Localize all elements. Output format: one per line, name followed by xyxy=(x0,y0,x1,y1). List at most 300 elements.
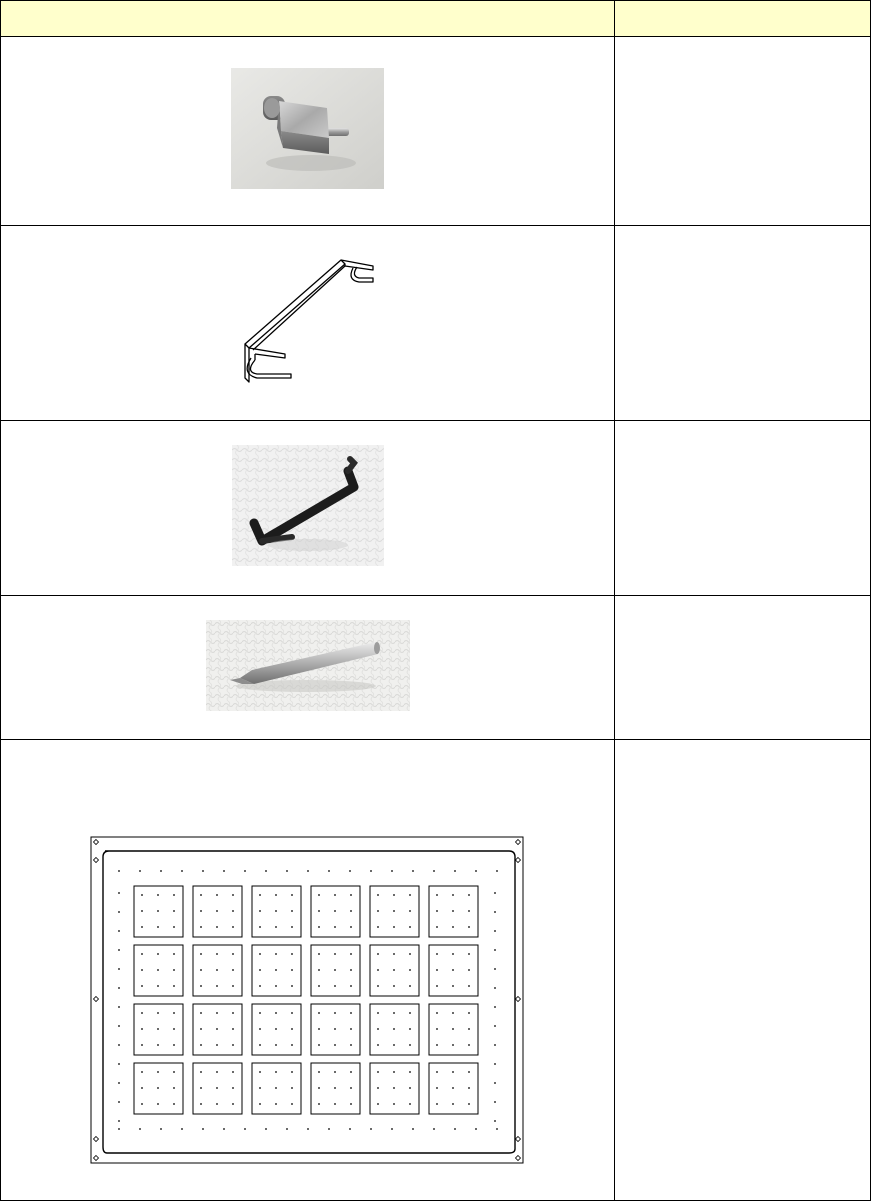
pad-dot xyxy=(452,1087,454,1089)
edge-dot xyxy=(202,1128,204,1130)
pad-dot xyxy=(377,1087,379,1089)
pad-dot xyxy=(409,1028,411,1030)
pad-dot xyxy=(452,1103,454,1105)
pad-dot xyxy=(259,1071,261,1073)
pad-dot xyxy=(157,1071,159,1073)
pad-dot xyxy=(468,1028,470,1030)
pad-dot xyxy=(452,1044,454,1046)
edge-dot xyxy=(118,1101,120,1103)
pad-dot xyxy=(436,1103,438,1105)
image-cell xyxy=(1,421,615,596)
pad-dot xyxy=(350,969,352,971)
pad-dot xyxy=(275,926,277,928)
mounting-hole xyxy=(516,840,521,845)
edge-dot xyxy=(265,870,267,872)
pad-dot xyxy=(436,926,438,928)
image-cell xyxy=(1,596,615,740)
edge-dot xyxy=(160,1128,162,1130)
wire-clip-drawing xyxy=(233,256,383,386)
pad-dot xyxy=(409,910,411,912)
pad-dot xyxy=(259,894,261,896)
mounting-hole xyxy=(94,858,99,863)
pad-dot xyxy=(350,1087,352,1089)
pad-dot xyxy=(409,1087,411,1089)
edge-dot xyxy=(494,1044,496,1046)
edge-dot xyxy=(118,1128,120,1130)
pad-dot xyxy=(468,910,470,912)
pad-dot xyxy=(291,910,293,912)
table-header-row xyxy=(1,1,871,37)
edge-dot xyxy=(118,1063,120,1065)
pad-dot xyxy=(377,1071,379,1073)
pad-dot xyxy=(436,1071,438,1073)
pad-dot xyxy=(173,1071,175,1073)
edge-dot xyxy=(118,1082,120,1084)
pad-dot xyxy=(200,1103,202,1105)
pad-dot xyxy=(393,910,395,912)
pad-dot xyxy=(318,1103,320,1105)
pad-dot xyxy=(436,969,438,971)
edge-dot xyxy=(202,870,204,872)
pad-dot xyxy=(141,1012,143,1014)
pad-dot xyxy=(377,969,379,971)
pad-dot xyxy=(291,1103,293,1105)
pin-block-photo xyxy=(231,68,384,189)
pad-dot xyxy=(291,953,293,955)
pad-dot xyxy=(318,985,320,987)
pad-dot xyxy=(318,969,320,971)
pad-dot xyxy=(409,1071,411,1073)
pad-dot xyxy=(350,1071,352,1073)
edge-dot xyxy=(349,1128,351,1130)
edge-dot xyxy=(349,870,351,872)
pad-dot xyxy=(173,1087,175,1089)
pad-dot xyxy=(436,1028,438,1030)
edge-dot xyxy=(118,949,120,951)
pad-dot xyxy=(200,910,202,912)
edge-dot xyxy=(223,1128,225,1130)
metal-pin-photo xyxy=(206,620,410,711)
pad-dot xyxy=(409,926,411,928)
pad-dot xyxy=(232,1012,234,1014)
edge-dot xyxy=(370,870,372,872)
pad-dot xyxy=(409,985,411,987)
pad-dot xyxy=(259,953,261,955)
pad-dot xyxy=(200,894,202,896)
pad-dot xyxy=(216,1044,218,1046)
pad-dot xyxy=(216,1028,218,1030)
pad-dot xyxy=(334,953,336,955)
pad-dot xyxy=(232,1028,234,1030)
pad-dot xyxy=(377,985,379,987)
edge-dot xyxy=(494,987,496,989)
pad-dot xyxy=(409,1103,411,1105)
pad-dot xyxy=(291,985,293,987)
pad-dot xyxy=(141,894,143,896)
edge-dot xyxy=(391,1128,393,1130)
pad-dot xyxy=(141,910,143,912)
edge-dot xyxy=(139,870,141,872)
edge-dot xyxy=(286,870,288,872)
pad-dot xyxy=(350,910,352,912)
pad-dot xyxy=(334,1103,336,1105)
mounting-hole xyxy=(94,840,99,845)
pad-dot xyxy=(259,1103,261,1105)
edge-dot xyxy=(391,870,393,872)
pad-dot xyxy=(318,1028,320,1030)
edge-dot xyxy=(118,968,120,970)
edge-dot xyxy=(412,1128,414,1130)
pad-dot xyxy=(350,985,352,987)
pad-dot xyxy=(393,1028,395,1030)
edge-dot xyxy=(307,870,309,872)
pad-dot xyxy=(334,985,336,987)
pad-dot xyxy=(275,969,277,971)
pad-dot xyxy=(157,926,159,928)
pad-dot xyxy=(393,1044,395,1046)
pad-dot xyxy=(393,953,395,955)
mounting-hole xyxy=(94,1156,99,1161)
table-row xyxy=(1,37,871,226)
pad-dot xyxy=(275,910,277,912)
pad-dot xyxy=(259,1012,261,1014)
pad-dot xyxy=(318,1044,320,1046)
pad-dot xyxy=(141,969,143,971)
pad-dot xyxy=(318,953,320,955)
pad-dot xyxy=(232,1087,234,1089)
edge-dot xyxy=(433,870,435,872)
pad-dot xyxy=(200,953,202,955)
pad-dot xyxy=(275,1103,277,1105)
pad-dot xyxy=(157,1044,159,1046)
header-cell-image xyxy=(1,1,615,37)
image-cell xyxy=(1,226,615,421)
pad-dot xyxy=(377,910,379,912)
pad-dot xyxy=(157,985,159,987)
pad-dot xyxy=(232,953,234,955)
mounting-hole xyxy=(516,997,521,1002)
mounting-hole xyxy=(516,1137,521,1142)
pad-dot xyxy=(141,985,143,987)
pad-dot xyxy=(216,985,218,987)
edge-dot xyxy=(286,1128,288,1130)
note-cell xyxy=(615,37,871,226)
pad-dot xyxy=(232,910,234,912)
pad-dot xyxy=(275,1044,277,1046)
pad-dot xyxy=(436,1012,438,1014)
pad-dot xyxy=(200,1044,202,1046)
black-clip-photo xyxy=(232,445,384,566)
pad-dot xyxy=(275,894,277,896)
pad-dot xyxy=(409,1044,411,1046)
pad-dot xyxy=(350,1044,352,1046)
pad-dot xyxy=(334,1087,336,1089)
pad-dot xyxy=(452,985,454,987)
pad-dot xyxy=(291,1087,293,1089)
edge-dot xyxy=(118,1120,120,1122)
pad-dot xyxy=(291,1071,293,1073)
pad-dot xyxy=(259,969,261,971)
pad-dot xyxy=(173,985,175,987)
pad-dot xyxy=(468,894,470,896)
pad-dot xyxy=(275,1071,277,1073)
pad-dot xyxy=(393,1103,395,1105)
pad-dot xyxy=(468,1012,470,1014)
pad-dot xyxy=(409,894,411,896)
pad-dot xyxy=(173,1103,175,1105)
pad-dot xyxy=(409,953,411,955)
pad-dot xyxy=(334,1044,336,1046)
pad-dot xyxy=(436,910,438,912)
edge-dot xyxy=(494,1006,496,1008)
pad-dot xyxy=(141,1044,143,1046)
pad-dot xyxy=(377,894,379,896)
pad-dot xyxy=(216,1103,218,1105)
pad-dot xyxy=(452,1071,454,1073)
edge-dot xyxy=(118,870,120,872)
pad-dot xyxy=(200,926,202,928)
pad-dot xyxy=(157,1028,159,1030)
pad-dot xyxy=(216,1087,218,1089)
pad-dot xyxy=(200,1012,202,1014)
pad-dot xyxy=(452,1028,454,1030)
pad-dot xyxy=(275,1087,277,1089)
pad-dot xyxy=(157,910,159,912)
pad-dot xyxy=(409,1012,411,1014)
pad-dot xyxy=(468,1071,470,1073)
pad-dot xyxy=(318,1071,320,1073)
pad-dot xyxy=(232,1044,234,1046)
pad-dot xyxy=(318,1087,320,1089)
mounting-hole xyxy=(94,1137,99,1142)
edge-dot xyxy=(494,892,496,894)
pad-dot xyxy=(468,1044,470,1046)
table-row xyxy=(1,226,871,421)
edge-dot xyxy=(494,1082,496,1084)
pad-dot xyxy=(232,969,234,971)
edge-dot xyxy=(494,1101,496,1103)
pad-dot xyxy=(157,953,159,955)
pad-dot xyxy=(291,1044,293,1046)
image-cell xyxy=(1,740,615,1201)
pad-dot xyxy=(377,1012,379,1014)
pad-dot xyxy=(173,910,175,912)
edge-dot xyxy=(244,870,246,872)
pad-dot xyxy=(318,894,320,896)
edge-dot xyxy=(496,1128,498,1130)
edge-dot xyxy=(181,1128,183,1130)
pad-dot xyxy=(468,985,470,987)
table-row xyxy=(1,596,871,740)
edge-dot xyxy=(494,911,496,913)
pad-dot xyxy=(173,1044,175,1046)
pad-dot xyxy=(200,1028,202,1030)
pad-dot xyxy=(452,910,454,912)
edge-dot xyxy=(494,930,496,932)
header-cell-note xyxy=(615,1,871,37)
pad-dot xyxy=(377,1103,379,1105)
pad-dot xyxy=(393,926,395,928)
pad-dot xyxy=(173,926,175,928)
pad-dot xyxy=(334,1012,336,1014)
pad-dot xyxy=(318,910,320,912)
pad-dot xyxy=(157,894,159,896)
pad-dot xyxy=(452,894,454,896)
pad-dot xyxy=(393,969,395,971)
edge-dot xyxy=(494,1120,496,1122)
pad-dot xyxy=(350,1103,352,1105)
table-row xyxy=(1,421,871,596)
pad-dot xyxy=(334,1071,336,1073)
pad-dot xyxy=(436,1044,438,1046)
note-cell xyxy=(615,740,871,1201)
pad-dot xyxy=(291,1028,293,1030)
edge-dot xyxy=(244,1128,246,1130)
pad-dot xyxy=(436,1087,438,1089)
edge-dot xyxy=(118,892,120,894)
pad-dot xyxy=(157,1012,159,1014)
pad-dot xyxy=(350,926,352,928)
pad-dot xyxy=(393,985,395,987)
edge-dot xyxy=(494,968,496,970)
pad-dot xyxy=(200,1087,202,1089)
pad-dot xyxy=(436,985,438,987)
pad-dot xyxy=(216,1071,218,1073)
pad-dot xyxy=(216,1012,218,1014)
edge-dot xyxy=(118,987,120,989)
pad-dot xyxy=(318,1012,320,1014)
plate-inner-border xyxy=(103,851,515,1153)
edge-dot xyxy=(118,930,120,932)
pad-dot xyxy=(377,1044,379,1046)
pad-dot xyxy=(216,926,218,928)
pad-dot xyxy=(291,894,293,896)
pad-dot xyxy=(259,1087,261,1089)
pad-dot xyxy=(259,910,261,912)
image-cell xyxy=(1,37,615,226)
pad-dot xyxy=(436,953,438,955)
pad-dot xyxy=(157,1087,159,1089)
edge-dot xyxy=(118,1044,120,1046)
edge-dot xyxy=(328,870,330,872)
pad-dot xyxy=(350,894,352,896)
pad-dot xyxy=(468,926,470,928)
pad-dot xyxy=(173,1028,175,1030)
mounting-hole xyxy=(516,1156,521,1161)
edge-dot xyxy=(496,870,498,872)
edge-dot xyxy=(412,870,414,872)
edge-dot xyxy=(370,1128,372,1130)
pad-dot xyxy=(436,894,438,896)
pad-dot xyxy=(334,910,336,912)
pad-dot xyxy=(173,969,175,971)
pad-dot xyxy=(291,969,293,971)
pad-dot xyxy=(157,969,159,971)
pad-dot xyxy=(141,1028,143,1030)
pad-dot xyxy=(291,926,293,928)
pad-dot xyxy=(141,1103,143,1105)
pad-dot xyxy=(259,926,261,928)
pad-dot xyxy=(334,1028,336,1030)
pad-dot xyxy=(468,953,470,955)
pad-dot xyxy=(377,1028,379,1030)
pad-dot xyxy=(393,1012,395,1014)
edge-dot xyxy=(118,1006,120,1008)
edge-dot xyxy=(118,911,120,913)
pad-dot xyxy=(275,1012,277,1014)
pad-dot xyxy=(468,1103,470,1105)
pad-dot xyxy=(350,1012,352,1014)
edge-dot xyxy=(494,1063,496,1065)
pad-dot xyxy=(275,985,277,987)
pad-dot xyxy=(318,926,320,928)
pad-dot xyxy=(232,926,234,928)
pad-dot xyxy=(350,1028,352,1030)
pad-dot xyxy=(141,953,143,955)
pad-dot xyxy=(468,969,470,971)
pad-dot xyxy=(452,969,454,971)
pad-dot xyxy=(452,926,454,928)
edge-dot xyxy=(181,870,183,872)
pad-dot xyxy=(200,1071,202,1073)
pad-dot xyxy=(173,1012,175,1014)
pad-dot xyxy=(468,1087,470,1089)
pad-dot xyxy=(259,1028,261,1030)
pad-dot xyxy=(452,953,454,955)
pad-dot xyxy=(409,969,411,971)
edge-dot xyxy=(475,1128,477,1130)
pad-dot xyxy=(393,894,395,896)
pad-dot xyxy=(377,953,379,955)
edge-dot xyxy=(494,1025,496,1027)
pad-dot xyxy=(334,894,336,896)
note-cell xyxy=(615,421,871,596)
pad-dot xyxy=(291,1012,293,1014)
table-row xyxy=(1,740,871,1201)
edge-dot xyxy=(454,870,456,872)
pad-dot xyxy=(216,894,218,896)
pad-dot xyxy=(334,969,336,971)
pad-dot xyxy=(200,985,202,987)
pad-dot xyxy=(173,894,175,896)
edge-dot xyxy=(433,1128,435,1130)
pad-dot xyxy=(452,1012,454,1014)
pad-dot xyxy=(350,953,352,955)
note-cell xyxy=(615,226,871,421)
pad-dot xyxy=(377,926,379,928)
mounting-hole xyxy=(516,858,521,863)
grid-plate-drawing xyxy=(89,835,525,1170)
pad-dot xyxy=(173,953,175,955)
pad-dot xyxy=(157,1103,159,1105)
pad-dot xyxy=(141,1087,143,1089)
pad-dot xyxy=(275,1028,277,1030)
edge-dot xyxy=(223,870,225,872)
pad-dot xyxy=(200,969,202,971)
edge-dot xyxy=(475,870,477,872)
pad-dot xyxy=(232,894,234,896)
pad-dot xyxy=(216,953,218,955)
pad-dot xyxy=(393,1087,395,1089)
edge-dot xyxy=(328,1128,330,1130)
edge-dot xyxy=(307,1128,309,1130)
note-cell xyxy=(615,596,871,740)
edge-dot xyxy=(265,1128,267,1130)
pad-dot xyxy=(232,1071,234,1073)
pad-dot xyxy=(393,1071,395,1073)
pad-dot xyxy=(141,1071,143,1073)
pad-dot xyxy=(259,1044,261,1046)
